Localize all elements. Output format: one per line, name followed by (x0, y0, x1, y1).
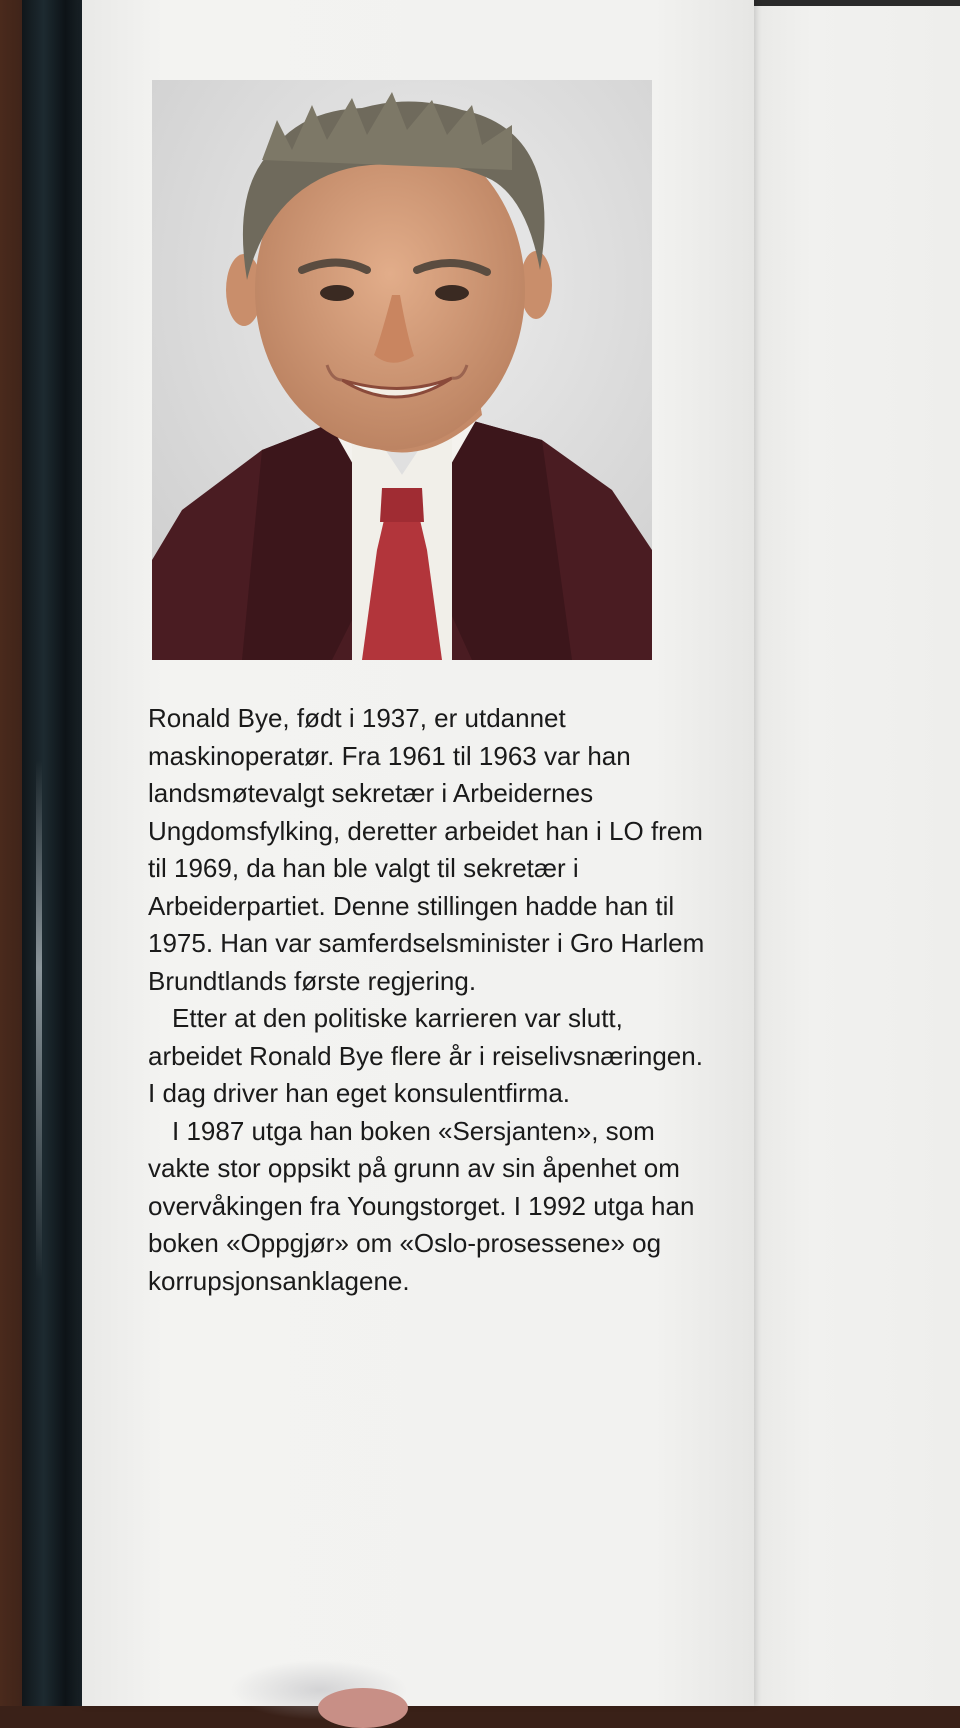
top-edge (748, 0, 960, 6)
bio-paragraph-3: I 1987 utga han boken «Sersjanten», som vakte stor oppsikt på grunn av sin åpenhet om overvåkingen fra Youngstorget. I 1992 utga han boken «Oppgjør» om «Oslo-prosessene» og korrupsjonsanklagene. (148, 1115, 695, 1296)
bio-paragraph-1: Ronald Bye, født i 1937, er utdannet maskinoperatør. Fra 1961 til 1963 var han landsmøtevalgt sekretær i Arbeidernes Ungdomsfylking, deretter arbeidet han i LO frem til 1969, da han ble valgt til sekretær i Arbeiderpartiet. Denne stillingen hadde han til 1975. Han var samferdselsminister i Gro Harlem Brundtlands første regjering. (148, 703, 705, 996)
author-portrait-photo (152, 80, 652, 660)
bio-paragraph-2: Etter at den politiske karrieren var slutt, arbeidet Ronald Bye flere år i reiselivsnæringen. I dag driver han eget konsulentfirma. (148, 1003, 703, 1108)
fingertip (318, 1688, 408, 1728)
book-cover-page (748, 0, 960, 1706)
author-biography (148, 700, 708, 1300)
spine-highlight (36, 760, 42, 1280)
book-spine (22, 0, 84, 1706)
